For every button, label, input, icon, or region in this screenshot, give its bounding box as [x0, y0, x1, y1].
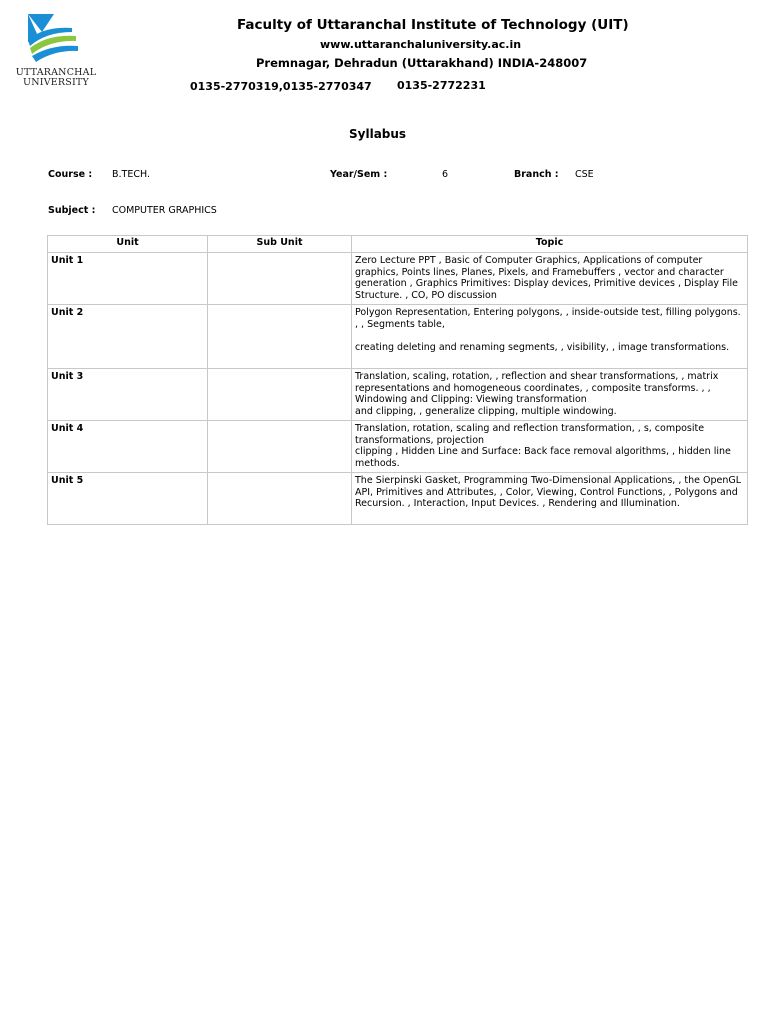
column-header-sub-unit: Sub Unit [208, 236, 352, 253]
topic-spacer [355, 330, 744, 342]
sub-unit-cell [208, 473, 352, 525]
course-label: Course : [48, 169, 93, 180]
branch-value: CSE [575, 169, 594, 180]
topic-text: Translation, scaling, rotation, , reflection and shear transformations, , matrix representations and homogeneous coordinates, , composite transforms. , , Windowing and Clipping: Viewing transformation [355, 371, 719, 406]
yearsem-value: 6 [442, 169, 449, 180]
table-row [48, 421, 748, 473]
subject-value: COMPUTER GRAPHICS [112, 205, 217, 216]
syllabus-table [47, 235, 748, 525]
table-row [48, 369, 748, 421]
topic-text: Polygon Representation, Entering polygons, , inside-outside test, filling polygons. , , Segments table, [355, 307, 741, 330]
phone-number-2: 0135-2772231 [397, 79, 486, 92]
table-row [48, 473, 748, 525]
topic-text: The Sierpinski Gasket, Programming Two-Dimensional Applications, , the OpenGL API, Primitives and Attributes, , Color, Viewing, Control Functions, , Polygons and Recursion. , Interaction, Input Devices. , Rendering and Illumination. [355, 475, 742, 510]
topic-cell [352, 421, 748, 473]
institute-name: Faculty of Uttaranchal Institute of Technology (UIT) [237, 17, 629, 33]
sub-unit-cell [208, 253, 352, 305]
unit-cell: Unit 2 [48, 305, 208, 369]
topic-text: Zero Lecture PPT , Basic of Computer Graphics, Applications of computer graphics, Points lines, Planes, Pixels, and Framebuffers , vector and character generation , Graphics Primitives: Display devices, Primitive devices , Display File Structure. , CO, PO discussion [355, 255, 738, 302]
sub-unit-cell [208, 369, 352, 421]
address-text: Premnagar, Dehradun (Uttarakhand) INDIA-248007 [256, 56, 588, 70]
logo-text-line2: UNIVERSITY [23, 77, 89, 88]
topic-text: and clipping, , generalize clipping, multiple windowing. [355, 406, 617, 418]
topic-text: creating deleting and renaming segments, , visibility, , image transformations. [355, 342, 730, 354]
topic-text: Translation, rotation, scaling and reflection transformation, , s, composite transformations, projection [355, 423, 705, 446]
unit-cell: Unit 4 [48, 421, 208, 473]
university-logo [8, 12, 104, 92]
sub-unit-cell [208, 421, 352, 473]
website-text: www.uttaranchaluniversity.ac.in [320, 38, 522, 51]
unit-cell: Unit 3 [48, 369, 208, 421]
topic-cell [352, 369, 748, 421]
topic-cell [352, 253, 748, 305]
table-row [48, 305, 748, 369]
table-header-row [48, 236, 748, 253]
unit-cell: Unit 1 [48, 253, 208, 305]
page-title: Syllabus [349, 127, 407, 141]
topic-cell [352, 473, 748, 525]
phone-numbers: 0135-2770319,0135-2770347 [190, 80, 372, 93]
branch-label: Branch : [514, 169, 559, 180]
column-header-topic: Topic [352, 236, 748, 253]
sub-unit-cell [208, 305, 352, 369]
subject-label: Subject : [48, 205, 96, 216]
yearsem-label: Year/Sem : [330, 169, 388, 180]
unit-cell: Unit 5 [48, 473, 208, 525]
topic-cell [352, 305, 748, 369]
column-header-unit: Unit [48, 236, 208, 253]
table-row [48, 253, 748, 305]
logo-emblem-icon [24, 12, 80, 64]
topic-text: clipping , Hidden Line and Surface: Back face removal algorithms, , hidden line methods. [355, 446, 731, 470]
course-value: B.TECH. [112, 169, 150, 180]
logo-text-line1: UTTARANCHAL [15, 67, 97, 78]
